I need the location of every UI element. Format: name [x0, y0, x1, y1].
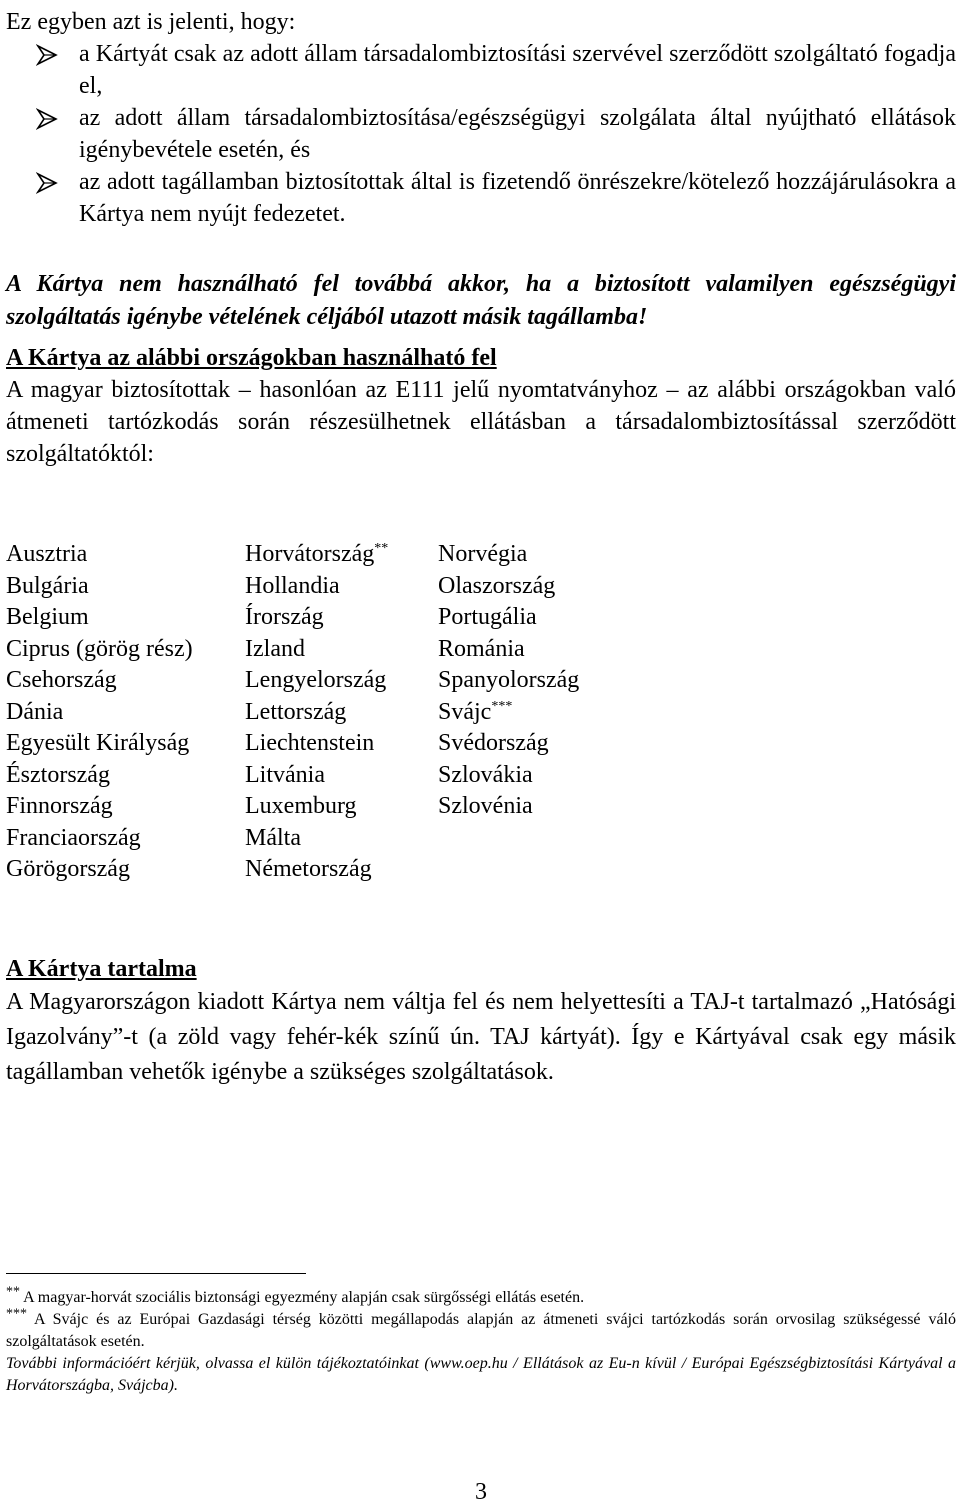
country-name: Liechtenstein	[245, 730, 375, 756]
bullet-text: az adott állam társadalombiztosítása/egészségügyi szolgálata által nyújtható ellátások igénybevétele esetén, és	[79, 105, 956, 163]
country-name: Ciprus (görög rész)	[6, 635, 193, 662]
country-name: Görögország	[6, 856, 130, 882]
country-name: Finnország	[6, 793, 113, 819]
intro-text: Ez egyben azt is jelenti, hogy:	[6, 9, 296, 35]
warning-text: A Kártya nem használható fel továbbá akkor, ha a biztosított valamilyen egészségügyi szolgáltatás igénybe vételének céljából utazott másik tagállamba!	[6, 271, 956, 330]
footnote-marker: **	[6, 1284, 20, 1300]
country-name: Egyesült Királyság	[6, 730, 190, 756]
country-name: Szlovákia	[438, 761, 533, 788]
country-name-croatia	[245, 539, 438, 571]
country-name: Bulgária	[6, 572, 89, 599]
arrowhead-bullet-icon	[36, 172, 58, 194]
country-name: Románia	[438, 635, 525, 662]
country-name: Hollandia	[245, 572, 340, 599]
footnote-2	[6, 1306, 956, 1353]
bullet-item	[6, 38, 956, 102]
country-name: Horvátország	[245, 541, 375, 567]
country-name: Németország	[245, 856, 372, 882]
country-name: Luxemburg	[245, 793, 357, 819]
country-name: Belgium	[6, 604, 89, 630]
section-heading-countries: A Kártya az alábbi országokban használható fel	[6, 345, 497, 371]
country-name: Portugália	[438, 604, 537, 630]
country-column-2	[245, 539, 438, 886]
country-name: Svédország	[438, 730, 549, 756]
country-list	[6, 539, 678, 886]
section-heading-card-contents: A Kártya tartalma	[6, 956, 197, 982]
footnote-marker: **	[374, 541, 389, 556]
country-name: Lengyelország	[245, 667, 387, 693]
footnotes	[6, 1284, 956, 1397]
country-name: Csehország	[6, 667, 117, 693]
footnote-marker: ***	[491, 698, 513, 714]
bullet-text: az adott tagállamban biztosítottak által is fizetendő önrészekre/kötelező hozzájárulásokra a Kártya nem nyújt fedezetet.	[79, 169, 956, 227]
card-contents-paragraph: A Magyarországon kiadott Kártya nem váltja fel és nem helyettesíti a TAJ-t tartalmazó „Hatósági Igazolvány”-t (a zöld vagy fehér-kék színű ún. TAJ kártyát). Így e Kártyával csak egy másik tagállamban vehetők igénybe a szükséges szolgáltatások.	[6, 989, 956, 1085]
country-column-3	[438, 539, 678, 886]
arrowhead-bullet-icon	[36, 108, 58, 130]
country-name: Észtország	[6, 761, 110, 788]
country-name: Szlovénia	[438, 793, 533, 819]
more-info-text: További információért kérjük, olvassa el külön tájékoztatóinkat (www.oep.hu / Ellátások az Eu-n kívül / Európai Egészségbiztosítási Kártyával a Horvátországba, Svájcba).	[6, 1355, 956, 1394]
country-name: Ausztria	[6, 541, 88, 567]
country-name: Svájc	[438, 698, 492, 725]
country-name: Írország	[245, 604, 324, 630]
footnote-divider	[6, 1273, 306, 1274]
footnote-1	[6, 1284, 956, 1309]
footnote-text: A magyar-horvát szociális biztonsági egyezmény alapján csak sürgősségi ellátás esetén.	[20, 1289, 585, 1306]
country-name: Olaszország	[438, 572, 556, 599]
country-name: Izland	[245, 635, 305, 662]
country-name: Dánia	[6, 698, 64, 725]
country-name: Spanyolország	[438, 667, 580, 693]
country-name: Lettország	[245, 698, 347, 725]
arrowhead-bullet-icon	[36, 44, 58, 66]
country-name-switzerland	[438, 697, 678, 729]
bullet-item	[6, 166, 956, 230]
country-name: Norvégia	[438, 541, 528, 567]
country-name: Málta	[245, 824, 301, 851]
footnote-text: A Svájc és az Európai Gazdasági térség közötti megállapodás alapján az átmeneti svájci tartózkodás során orvosilag szükségessé váló szolgáltatások esetén.	[6, 1311, 956, 1350]
bullet-item	[6, 102, 956, 166]
bullet-list	[6, 38, 956, 230]
country-name: Franciaország	[6, 824, 141, 851]
countries-intro-paragraph: A magyar biztosítottak – hasonlóan az E111 jelű nyomtatványhoz – az alábbi országokban való átmeneti tartózkodás során részesülhetnek ellátásban a társadalombiztosítással szerződött szolgáltatóktól:	[6, 377, 956, 467]
country-name: Litvánia	[245, 761, 325, 788]
country-column-1	[6, 539, 245, 886]
bullet-text: a Kártyát csak az adott állam társadalombiztosítási szervével szerződött szolgáltató fogadja el,	[79, 41, 956, 99]
footnote-marker: ***	[6, 1306, 27, 1322]
page-number: 3	[475, 1479, 487, 1505]
